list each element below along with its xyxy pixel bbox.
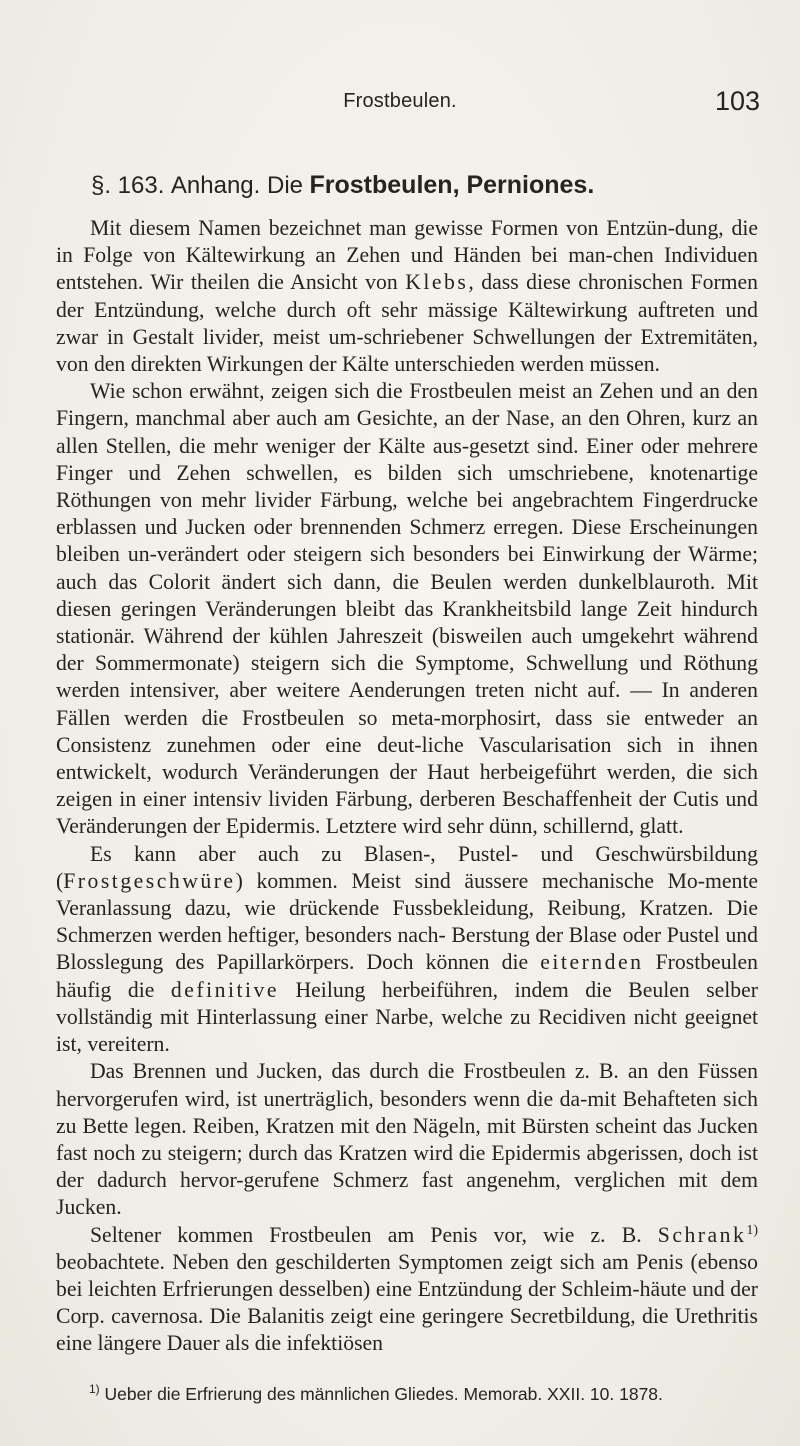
paragraph-1-rest: , dass diese chronischen Formen der Entzündung, welche durch oft sehr mässige Kältewirkung auftreten und zwar in Gestalt livider, meist um-schriebener Schwellungen der Extremitäten, von den direkten Wirkungen der Kälte unterschieden werden müssen.: [56, 270, 759, 377]
paragraph-4: Das Brennen und Jucken, das durch die Frostbeulen z. B. an den Füssen hervorgerufen wird, ist unerträglich, besonders wenn die da-mit Behafteten sich zu Bette legen. Reiben, Kratzen mit den Nägeln, mit Bürsten scheint das Jucken fast noch zu steigern; durch das Kratzen wird die Epidermis abgerissen, doch ist der dadurch hervor-gerufene Schmerz fast angenehm, verglichen mit dem Jucken.: [56, 1059, 758, 1220]
paragraph-3-a: Es kann aber auch zu Blasen-, Pustel- und Geschwürsbildung (: [56, 841, 758, 893]
page-number: 103: [714, 86, 760, 116]
author-schrank: Schrank: [657, 1222, 747, 1247]
footnote-number: 1): [89, 1382, 100, 1397]
term-definitive: definitive: [170, 977, 280, 1002]
section-title: Frostbeulen, Perniones.: [309, 171, 595, 199]
paragraph-1: [56, 215, 758, 378]
paragraph-1-text: Mit diesem Namen bezeichnet man gewisse Formen von Entzün-dung, die in Folge von Kältewirkung an Zehen und Händen bei man-chen Individuen entstehen. Wir theilen die Ansicht von: [56, 216, 758, 295]
body-text: [56, 215, 758, 1358]
section-number: §. 163.: [91, 172, 165, 199]
term-eiternden: eiternden: [540, 950, 644, 975]
page-header: [0, 88, 800, 128]
footnote-text: Ueber die Erfrierung des männlichen Gliedes. Memorab. XXII. 10. 1878.: [104, 1384, 663, 1404]
paragraph-5-b: beobachtete. Neben den geschilderten Symptomen zeigt sich am Penis (ebenso bei leichten Erfrierungen desselben) eine Entzündung der Schleim-häute und der Corp. cavernosa. Die Balanitis zeigt eine geringere Secretbildung, die Urethritis eine längere Dauer als die infektiösen: [56, 1249, 758, 1356]
author-klebs: Klebs: [405, 270, 469, 295]
running-title: Frostbeulen.: [343, 90, 457, 112]
paragraph-5-a: Seltener kommen Frostbeulen am Penis vor, wie z. B.: [90, 1222, 642, 1247]
section-heading: [91, 170, 771, 200]
paragraph-2: Wie schon erwähnt, zeigen sich die Frostbeulen meist an Zehen und an den Fingern, manchmal aber auch am Gesichte, an der Nase, an den Ohren, kurz an allen Stellen, die mehr weniger der Kälte aus-gesetzt sind. Einer oder mehrere Finger und Zehen schwellen, es bilden sich umschriebene, knotenartige Röthungen von mehr livider Färbung, welche bei angebrachtem Fingerdrucke erblassen und Jucken oder brennenden Schmerz erregen. Diese Erscheinungen bleiben un-verändert oder steigern sich besonders bei Einwirkung der Wärme; auch das Colorit ändert sich dann, die Beulen werden dunkelblauroth. Mit diesen geringen Veränderungen bleibt das Krankheitsbild lange Zeit hindurch stationär. Während der kühlen Jahreszeit (bisweilen auch umgekehrt während der Sommermonate) steigern sich die Symptome, Schwellung und Röthung werden intensiver, aber weitere Aenderungen treten nicht auf. — In anderen Fällen werden die Frostbeulen so meta-morphosirt, dass sie entweder an Consistenz zunehmen oder eine deut-liche Vascularisation sich in ihnen entwickelt, wodurch Veränderungen der Haut herbeigeführt werden, die sich zeigen in einer intensiv lividen Färbung, derberen Beschaffenheit der Cutis und Veränderungen der Epidermis. Letztere wird sehr dünn, schillernd, glatt.: [56, 379, 758, 839]
section-lead: Anhang. Die: [170, 172, 303, 199]
paragraph-5: [56, 1222, 758, 1358]
paragraph-3-b: ) kommen. Meist sind äussere mechanische Mo-mente Veranlassung dazu, wie drückende Fussbekleidung, Reibung, Kratzen. Die Schmerzen werden heftiger, besonders nach- Berstung der Blase oder Pustel und Blosslegung des Papillarkörpers. Doch können die: [56, 868, 758, 975]
footnote-marker: 1): [746, 1222, 759, 1238]
paragraph-3: [56, 841, 758, 1059]
term-frostgeschwuere: Frostgeschwüre: [63, 868, 236, 893]
footnote: [89, 1384, 769, 1405]
paragraph-3-c: Frostbeulen häufig die: [56, 950, 759, 1002]
paragraph-3-d: Heilung herbeiführen, indem die Beulen selber vollständig mit Hinterlassung einer Narbe, welche zu Recidiven nicht geeignet ist, vereitern.: [56, 977, 759, 1057]
